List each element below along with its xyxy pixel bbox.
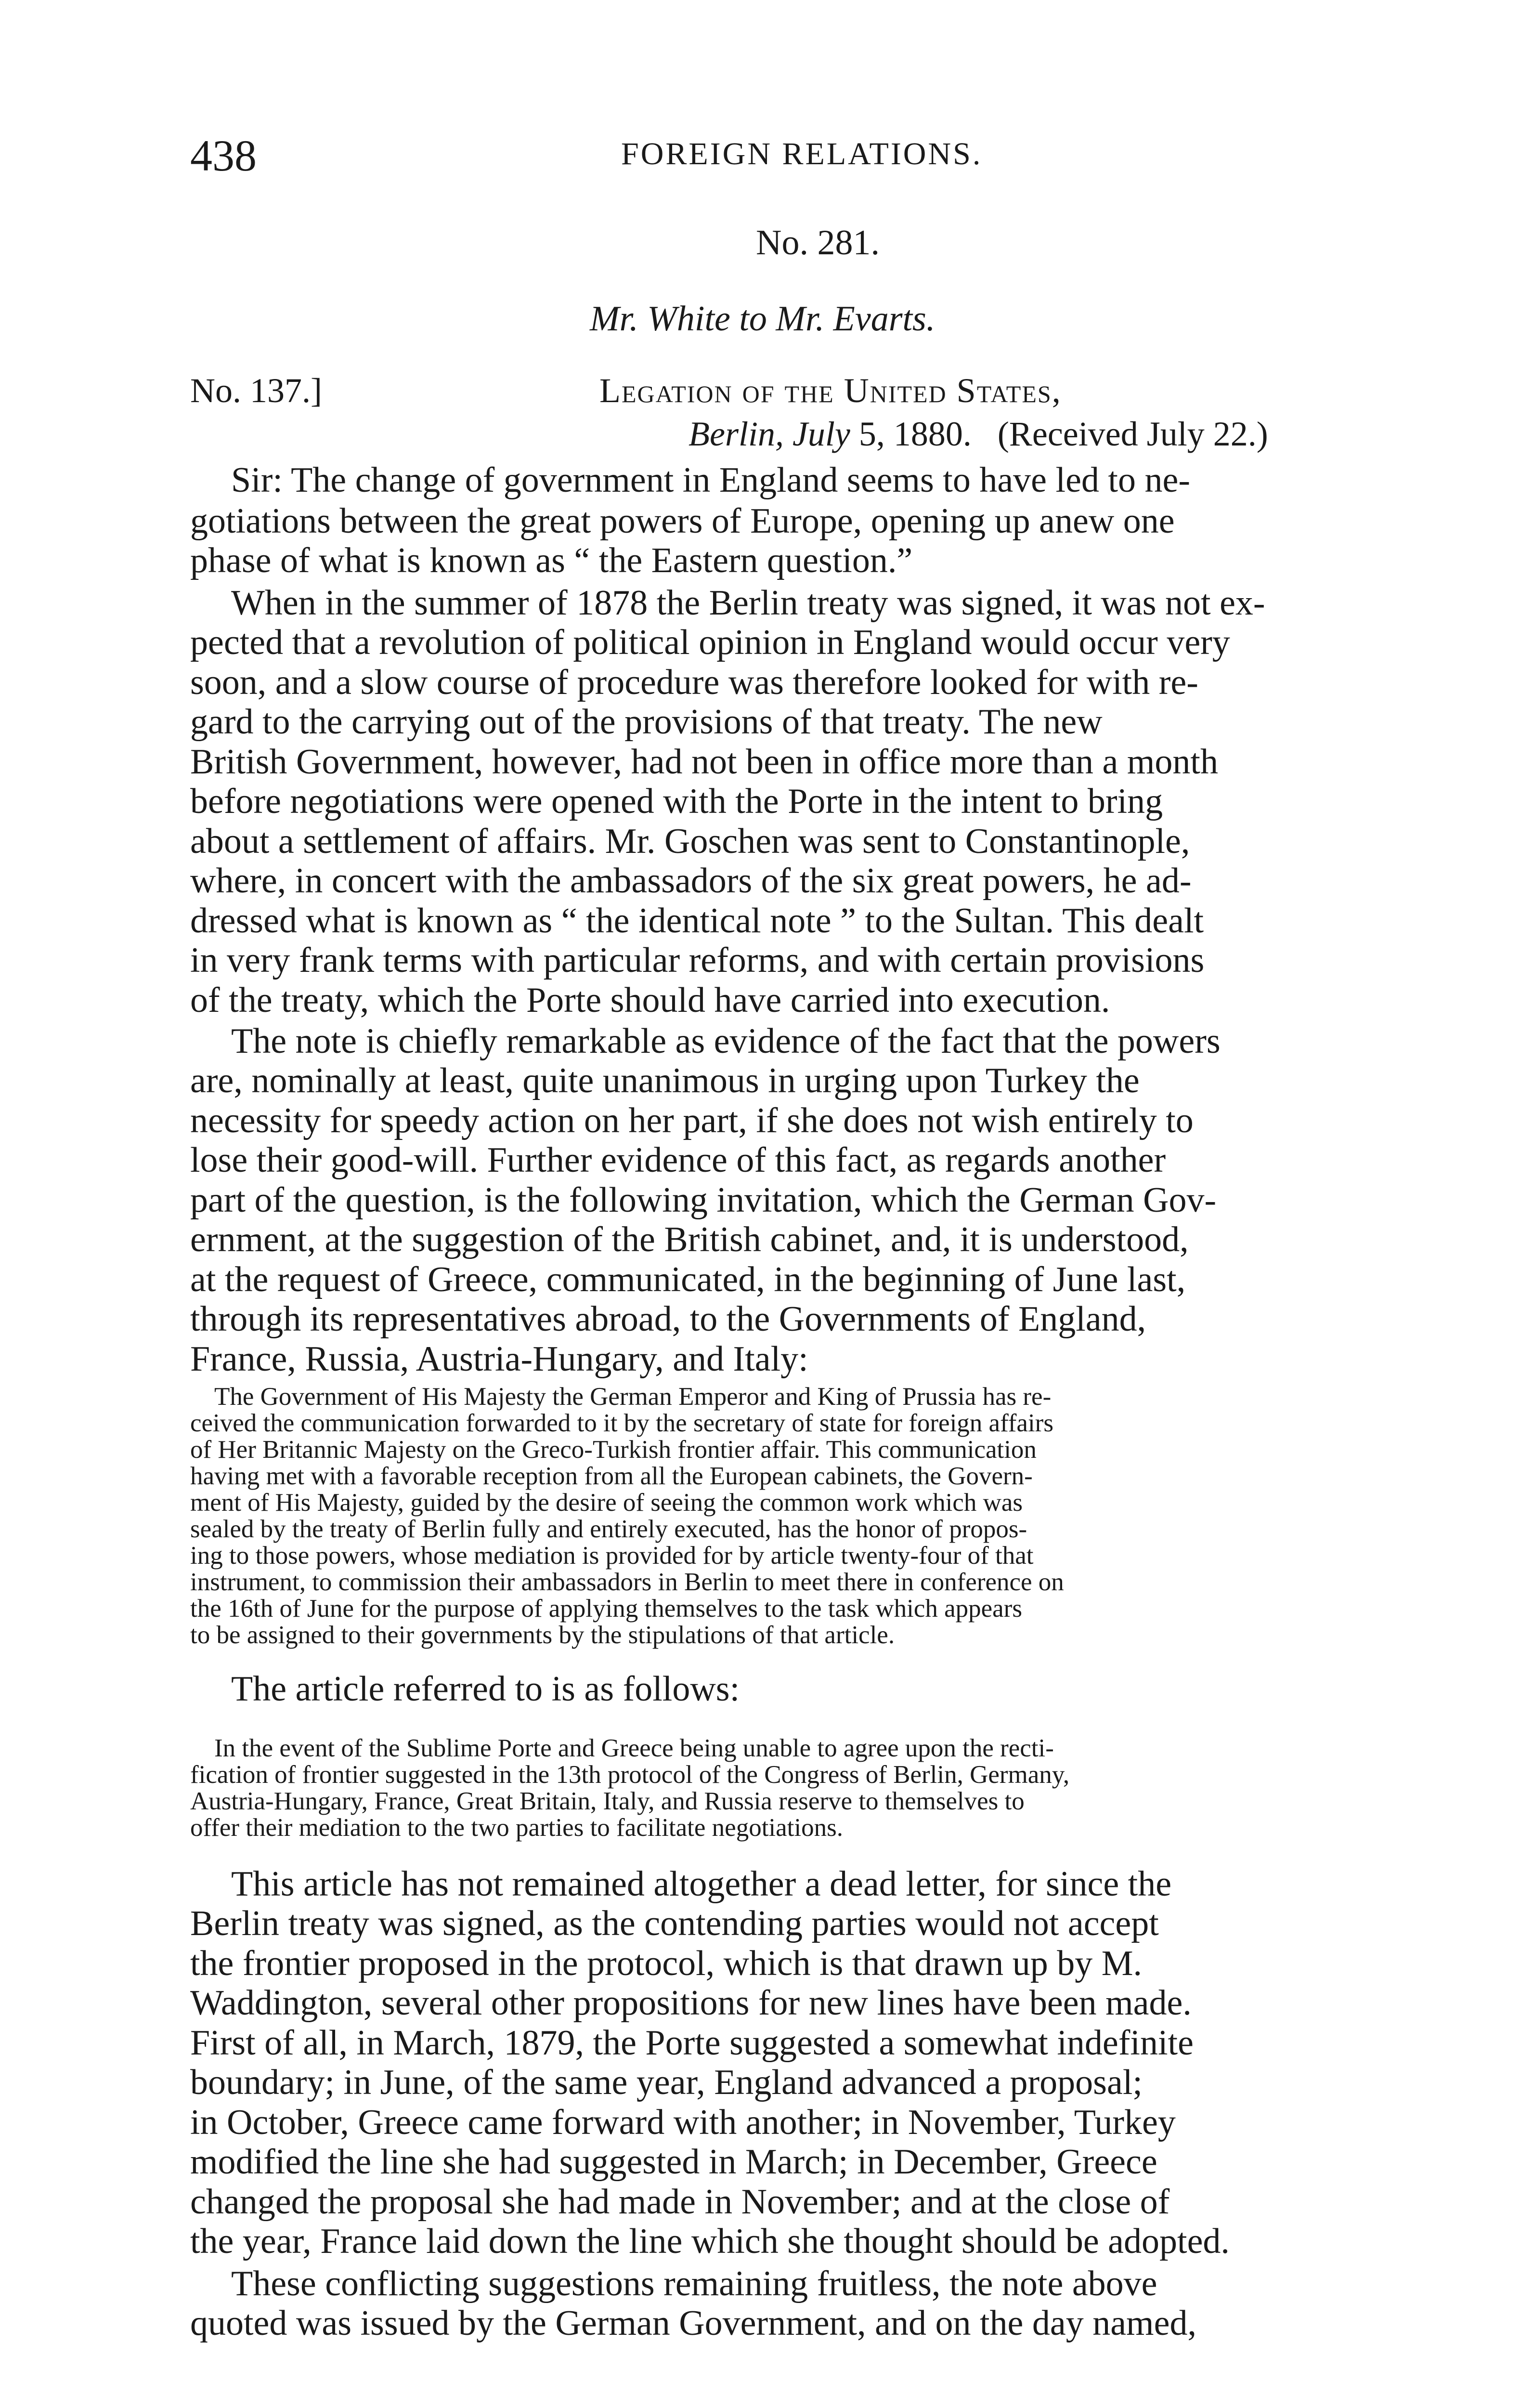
body-line: gard to the carrying out of the provisions of that treaty. The new [190, 702, 1103, 742]
body-line: before negotiations were opened with the Porte in the intent to bring [190, 782, 1163, 821]
body-line: Berlin treaty was signed, as the contending parties would not accept [190, 1904, 1159, 1943]
body-line: ernment, at the suggestion of the British cabinet, and, it is understood, [190, 1220, 1189, 1259]
body-line: the year, France laid down the line which she thought should be adopted. [190, 2222, 1230, 2261]
body-line: Waddington, several other propositions for new lines have been made. [190, 1983, 1192, 2023]
body-line: This article has not remained altogether a dead letter, for since the [231, 1864, 1172, 1904]
body-line: quoted was issued by the German Government, and on the day named, [190, 2303, 1196, 2343]
body-line: Sir: The change of government in England seems to have led to ne- [231, 460, 1190, 500]
body-line: the frontier proposed in the protocol, which is that drawn up by M. [190, 1944, 1143, 1983]
quote-line: Austria-Hungary, France, Great Britain, Italy, and Russia reserve to themselves to [190, 1787, 1025, 1815]
quote-line: The Government of His Majesty the German Emperor and King of Prussia has re- [214, 1383, 1052, 1411]
body-line: are, nominally at least, quite unanimous in urging upon Turkey the [190, 1061, 1140, 1100]
quote-line: ing to those powers, whose mediation is provided for by article twenty-four of that [190, 1542, 1034, 1570]
body-line: at the request of Greece, communicated, in the beginning of June last, [190, 1260, 1186, 1299]
body-line: modified the line she had suggested in March; in December, Greece [190, 2142, 1157, 2182]
body-line: First of all, in March, 1879, the Porte suggested a somewhat indefinite [190, 2023, 1194, 2063]
body-line: soon, and a slow course of procedure was therefore looked for with re- [190, 663, 1198, 702]
quote-line: instrument, to commission their ambassadors in Berlin to meet there in conference on [190, 1568, 1064, 1596]
body-line: British Government, however, had not been in office more than a month [190, 742, 1218, 782]
body-line: These conflicting suggestions remaining fruitless, the note above [231, 2264, 1157, 2303]
body-line: lose their good-will. Further evidence of this fact, as regards another [190, 1140, 1166, 1180]
body-line: The article referred to is as follows: [231, 1669, 740, 1709]
body-line: gotiations between the great powers of Europe, opening up anew one [190, 501, 1175, 541]
dateline-received: (Received July 22.) [971, 415, 1268, 453]
body-line: through its representatives abroad, to the Governments of England, [190, 1299, 1146, 1339]
body-line: boundary; in June, of the same year, England advanced a proposal; [190, 2063, 1143, 2102]
quote-line: having met with a favorable reception from all the European cabinets, the Govern- [190, 1462, 1033, 1490]
quote-line: offer their mediation to the two parties to facilitate negotiations. [190, 1814, 844, 1842]
body-line: part of the question, is the following invitation, which the German Gov- [190, 1180, 1217, 1220]
quote-line: the 16th of June for the purpose of applying themselves to the task which appears [190, 1595, 1022, 1623]
quote-line: In the event of the Sublime Porte and Greece being unable to agree upon the recti- [214, 1734, 1054, 1762]
body-line: necessity for speedy action on her part, if she does not wish entirely to [190, 1101, 1194, 1140]
quote-line: sealed by the treaty of Berlin fully and entirely executed, has the honor of propos- [190, 1515, 1027, 1543]
legation-heading: Legation of the United States, [599, 371, 1062, 410]
document-title: Mr. White to Mr. Evarts. [590, 299, 935, 339]
dateline-place: Berlin, [689, 415, 784, 453]
quote-line: ceived the communication forwarded to it by the secretary of state for foreign affairs [190, 1409, 1053, 1437]
body-line: The note is chiefly remarkable as evidence of the fact that the powers [231, 1021, 1221, 1061]
body-line: phase of what is known as “ the Eastern question.” [190, 541, 913, 580]
body-line: where, in concert with the ambassadors of the six great powers, he ad- [190, 861, 1192, 901]
quote-line: to be assigned to their governments by the stipulations of that article. [190, 1621, 895, 1649]
quote-line: of Her Britannic Majesty on the Greco-Turkish frontier affair. This communication [190, 1436, 1037, 1464]
dateline [689, 414, 1268, 454]
body-line: France, Russia, Austria-Hungary, and Italy: [190, 1339, 808, 1379]
document-number: No. 281. [756, 223, 880, 262]
body-line: of the treaty, which the Porte should have carried into execution. [190, 981, 1110, 1020]
quote-line: ment of His Majesty, guided by the desire of seeing the common work which was [190, 1489, 1023, 1517]
body-line: about a settlement of affairs. Mr. Goschen was sent to Constantinople, [190, 822, 1190, 861]
running-title: FOREIGN RELATIONS. [621, 136, 983, 171]
dateline-month: July [792, 415, 850, 453]
body-line: dressed what is known as “ the identical note ” to the Sultan. This dealt [190, 901, 1204, 941]
page-number: 438 [190, 131, 257, 180]
body-line: pected that a revolution of political opinion in England would occur very [190, 623, 1230, 662]
body-line: When in the summer of 1878 the Berlin treaty was signed, it was not ex- [231, 583, 1265, 623]
quote-line: fication of frontier suggested in the 13th protocol of the Congress of Berlin, Germany, [190, 1761, 1070, 1789]
dateline-day-year: 5, 1880. [850, 415, 972, 453]
body-line: in October, Greece came forward with another; in November, Turkey [190, 2103, 1176, 2142]
reference-number: No. 137.] [190, 371, 322, 410]
body-line: changed the proposal she had made in November; and at the close of [190, 2182, 1170, 2222]
body-line: in very frank terms with particular reforms, and with certain provisions [190, 941, 1205, 980]
